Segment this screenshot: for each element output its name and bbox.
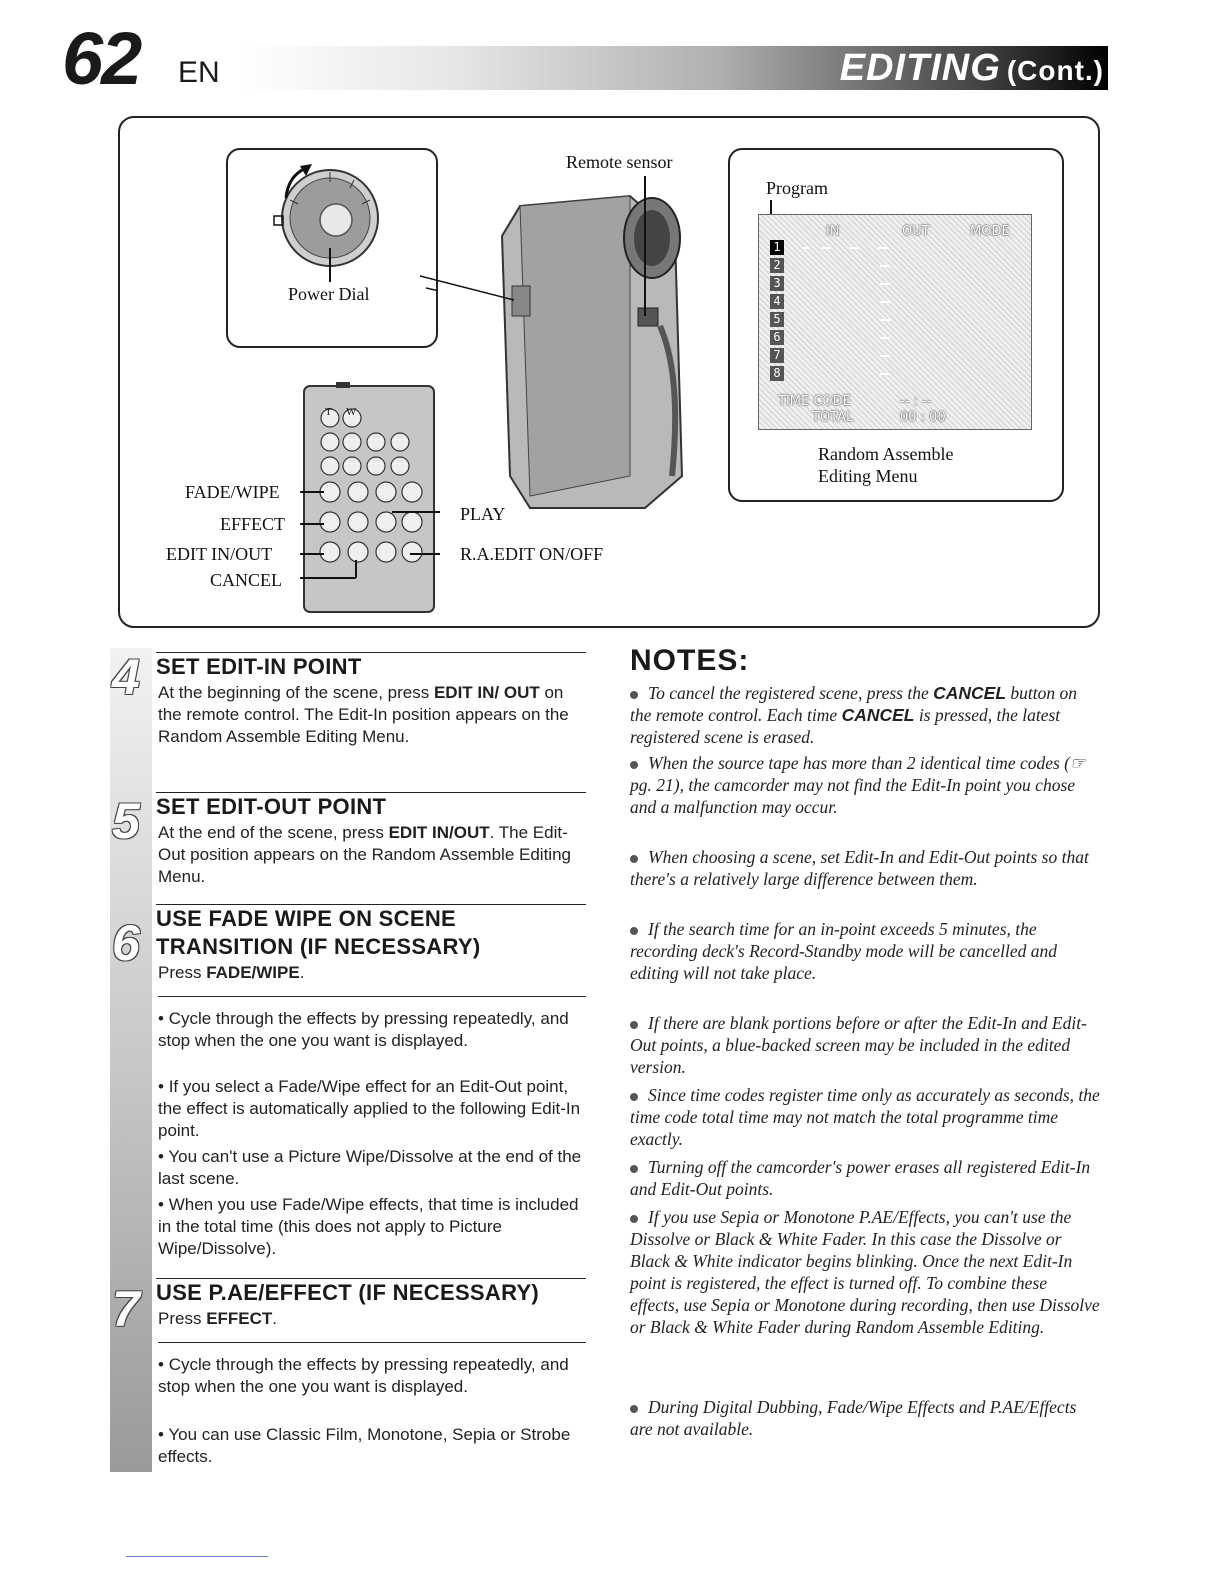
step-title: USE FADE WIPE ON SCENE TRANSITION (IF NECESSARY) (156, 904, 586, 961)
remote-control-illustration (300, 382, 440, 618)
bullet-item: • If you select a Fade/Wipe effect for an Edit-Out point, the effect is automatically applied to the following Edit-In point. (158, 1077, 581, 1140)
section-title-text: EDITING (839, 47, 1001, 89)
power-dial-illustration (226, 148, 436, 348)
note-item: Turning off the camcorder's power erases all registered Edit-In and Edit-Out points. (630, 1157, 1091, 1199)
divider (158, 1342, 586, 1343)
notes-heading: NOTES: (630, 644, 750, 677)
step-title: SET EDIT-IN POINT (156, 652, 586, 681)
step-7 (112, 1278, 590, 1474)
step-5 (112, 792, 590, 902)
step-6 (112, 904, 590, 1278)
bullet-item: • Cycle through the effects by pressing repeatedly, and stop when the one you want is displayed. (158, 1009, 569, 1050)
step-title: SET EDIT-OUT POINT (156, 792, 586, 821)
divider (158, 996, 586, 997)
program-row-number: 1 (770, 240, 784, 255)
section-title-suffix: (Cont.) (1006, 55, 1104, 86)
ra-edit-label: R.A.EDIT ON/OFF (460, 544, 604, 564)
menu-caption-line1: Random Assemble (818, 444, 954, 464)
fade-wipe-label: FADE/WIPE (185, 482, 280, 502)
step-number: 5 (112, 793, 140, 849)
step-number: 4 (112, 649, 140, 705)
note-item: When choosing a scene, set Edit-In and Edit-Out points so that there's a relatively large difference between them. (630, 847, 1089, 889)
note-item: If you use Sepia or Monotone P.AE/Effects, you can't use the Dissolve or Black & White Fader. In this case the Dissolve or Black & White indicator begins blinking. Once the next Edit-In point is registered, the effect is turned off. To combine these effects, use Sepia or Monotone during recording, then use Dissolve or Black & White Fader during Random Assemble Editing. (630, 1207, 1100, 1337)
bullet-item: • When you use Fade/Wipe effects, that time is included in the total time (this does not apply to Picture Wipe/Dissolve). (158, 1195, 579, 1258)
step-number: 7 (112, 1281, 140, 1337)
total-label: TOTAL (812, 410, 854, 425)
program-row-number: 2 (770, 258, 784, 273)
step-body: At the end of the scene, press EDIT IN/OUT. The Edit-Out position appears on the Random Assemble Editing Menu. (158, 823, 571, 886)
program-row-number: 7 (770, 348, 784, 363)
menu-col-mode: MODE (970, 224, 1010, 239)
total-value: 00 : 00 (900, 410, 946, 425)
page-number: 62 (62, 17, 141, 100)
step-title: USE P.AE/EFFECT (IF NECESSARY) (156, 1278, 586, 1307)
menu-col-out: OUT (902, 224, 930, 239)
menu-caption-line2: Editing Menu (818, 466, 918, 486)
cancel-label: CANCEL (210, 570, 282, 590)
language-code: EN (178, 56, 220, 89)
program-row-number: 4 (770, 294, 784, 309)
program-row-number: 8 (770, 366, 784, 381)
note-item: If the search time for an in-point exceeds 5 minutes, the recording deck's Record-Standby mode will be cancelled and editing will not take place. (630, 919, 1058, 983)
menu-placeholder-dashes (790, 240, 910, 390)
bullet-item: • You can't use a Picture Wipe/Dissolve at the end of the last scene. (158, 1147, 582, 1188)
menu-col-in: IN (826, 224, 840, 239)
bullet-item: • You can use Classic Film, Monotone, Sepia or Strobe effects. (158, 1425, 571, 1466)
program-row-number: 5 (770, 312, 784, 327)
note-item: During Digital Dubbing, Fade/Wipe Effects and P.AE/Effects are not available. (630, 1397, 1077, 1439)
note-item: When the source tape has more than 2 identical time codes (☞pg. 21), the camcorder may not find the Edit-In point you chose and a malfunction may occur. (630, 753, 1086, 817)
note-item: If there are blank portions before or after the Edit-In and Edit-Out points, a blue-backed screen may be included in the edited version. (630, 1013, 1087, 1077)
step-body: At the beginning of the scene, press EDIT IN/ OUT on the remote control. The Edit-In position appears on the Random Assemble Editing Menu. (158, 683, 569, 746)
edit-in-out-label: EDIT IN/OUT (166, 544, 273, 564)
camcorder-illustration (420, 176, 710, 516)
note-item: To cancel the registered scene, press the CANCEL button on the remote control. Each time CANCEL is pressed, the latest registered scene is erased. (630, 683, 1078, 747)
step-body: Press FADE/WIPE. (158, 963, 305, 982)
program-row-number: 6 (770, 330, 784, 345)
footer-rule (126, 1556, 268, 1557)
effect-label: EFFECT (220, 514, 286, 534)
program-row-number: 3 (770, 276, 784, 291)
remote-sensor-label: Remote sensor (566, 152, 673, 172)
time-code-label: TIME CODE (778, 394, 851, 409)
power-dial-label: Power Dial (288, 284, 370, 304)
play-label: PLAY (460, 504, 506, 524)
step-number: 6 (112, 915, 140, 971)
section-title (840, 44, 1104, 92)
bullet-item: • Cycle through the effects by pressing repeatedly, and stop when the one you want is displayed. (158, 1355, 569, 1396)
note-item: Since time codes register time only as accurately as seconds, the time code total time may not match the total programme time exactly. (630, 1085, 1100, 1149)
remote-button-w: W (346, 406, 357, 418)
step-4 (112, 649, 590, 792)
step-body: Press EFFECT. (158, 1309, 278, 1328)
remote-button-t: T (325, 406, 332, 418)
program-label: Program (766, 178, 828, 198)
time-code-value: -- : -- (900, 394, 932, 409)
